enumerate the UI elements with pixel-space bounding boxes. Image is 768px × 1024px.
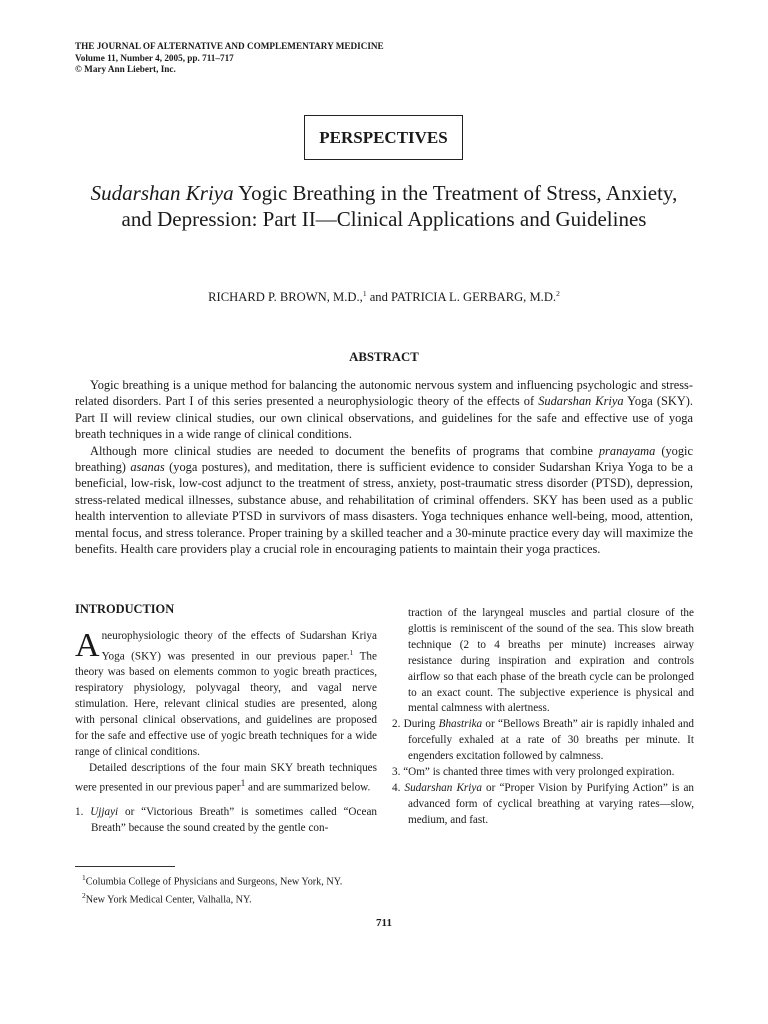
- author-1: RICHARD P. BROWN, M.D.,: [208, 290, 363, 305]
- abstract-p1-text-a: Yogic breathing is a unique method for balancing the autonomic nervous system and influencing psychologic and stress-related disorders. Part I of this series presented a neurophysiologic theory of the effects of: [75, 378, 693, 409]
- intro-p2-text-a: Detailed descriptions of the four main SKY breath techniques were presented in our previous paper: [75, 761, 377, 794]
- journal-name: THE JOURNAL OF ALTERNATIVE AND COMPLEMENTARY MEDICINE: [75, 41, 384, 51]
- footnote-2-text: New York Medical Center, Valhalla, NY.: [85, 894, 252, 906]
- footnotes: [75, 871, 342, 908]
- intro-paragraph-1: [75, 629, 377, 761]
- abstract-body: [75, 377, 693, 557]
- abstract-p2-italic-2: asanas: [130, 460, 165, 475]
- journal-volume: Volume 11, Number 4, 2005, pp. 711–717: [75, 52, 234, 63]
- abstract-paragraph-2: [75, 443, 693, 558]
- list-item-2-italic: Bhastrika: [438, 718, 483, 731]
- footnote-1: [75, 871, 342, 889]
- footnote-2: [75, 889, 342, 907]
- list-item-3: [392, 765, 694, 781]
- drop-cap: A: [75, 628, 100, 664]
- left-column: [75, 602, 377, 837]
- footnote-1-text: Columbia College of Physicians and Surgeons, New York, NY.: [85, 876, 343, 888]
- introduction-heading: INTRODUCTION: [75, 602, 175, 616]
- right-column: [392, 606, 694, 829]
- authors-and: and: [366, 290, 392, 305]
- list-item-3-text: “Om” is chanted three times with very prolonged expiration.: [403, 766, 675, 779]
- title-rest: Yogic Breathing in the Treatment of Stress, Anxiety, and Depression: Part II—Clinical Applications and Guidelines: [121, 181, 678, 231]
- page-number: 711: [376, 917, 392, 929]
- intro-p1-text-b: The theory was based on elements common to yogic breath practices, respiratory physiology, polyvagal theory, and vagal nerve stimulation. Here, relevant clinical studies are presented, along with personal clinical observations, and guidelines are proposed for the safe and effective use of yogic breath techniques for a wide range of clinical conditions.: [75, 650, 377, 758]
- list-item-2: [392, 717, 694, 765]
- list-item-1: [75, 805, 377, 837]
- abstract-p1-text-b: Yoga (SKY). Part II will review clinical studies, our own clinical observations, and guidelines for the safe and effective use of yoga breath techniques in a wide range of clinical conditions.: [75, 394, 693, 442]
- section-label-box: [304, 115, 463, 160]
- author-2-affiliation: 2: [556, 289, 560, 298]
- article-title: [90, 180, 678, 232]
- list-item-3-number: 3.: [392, 766, 404, 779]
- list-item-4: [392, 781, 694, 829]
- list-item-2-number: 2.: [392, 718, 404, 731]
- list-item-1-italic: Ujjayi: [90, 806, 119, 819]
- title-italic: Sudarshan Kriya: [90, 181, 234, 205]
- abstract-p2-text-b: (yogic breathing): [75, 443, 693, 475]
- abstract-p2-text-c: (yoga postures), and meditation, there is sufficient evidence to consider Sudarshan Kriya Yoga to be a beneficial, low-risk, low-cost adjunct to the treatment of stress, anxiety, post-traumatic stress disorder (PTSD), depression, stress-related medical illnesses, substance abuse, and rehabilitation of criminal offenders. SKY has been used as a public health intervention to alleviate PTSD in survivors of mass disasters. Yoga techniques enhance well-being, mood, attention, mental focus, and stress tolerance. Proper training by a skilled teacher and a 30-minute practice every day will maximize the benefits. Health care providers play a crucial role in encouraging patients to maintain their yoga practices.: [75, 460, 693, 557]
- footnote-2-marker: 2: [82, 891, 86, 901]
- journal-header: [75, 41, 384, 76]
- abstract-heading: ABSTRACT: [349, 350, 419, 364]
- abstract-paragraph-1: [75, 377, 693, 443]
- intro-p2-citation: 1: [240, 778, 246, 789]
- abstract-p2-text-a: Although more clinical studies are needed to document the benefits of programs that combine: [90, 443, 599, 458]
- author-2: PATRICIA L. GERBARG, M.D.: [391, 290, 557, 305]
- intro-p1-text-a: neurophysiologic theory of the effects of Sudarshan Kriya Yoga (SKY) was presented in our previous paper.: [101, 629, 377, 663]
- footnote-divider: [75, 866, 175, 867]
- list-item-4-italic: Sudarshan Kriya: [404, 781, 482, 794]
- list-item-1-number: 1.: [75, 806, 91, 819]
- abstract-p1-italic: Sudarshan Kriya: [538, 394, 624, 409]
- intro-paragraph-2: [75, 761, 377, 797]
- intro-p1-citation: 1: [349, 647, 354, 657]
- authors: [90, 289, 678, 305]
- journal-copyright: © Mary Ann Liebert, Inc.: [75, 64, 176, 74]
- list-item-4-text: or “Proper Vision by Purifying Action” is an advanced form of cyclical breathing at varying rates—slow, medium, and fast.: [408, 781, 695, 826]
- abstract-p2-italic-1: pranayama: [598, 443, 656, 458]
- list-item-2-text-a: During: [403, 718, 439, 731]
- list-item-2-text-b: or “Bellows Breath” air is rapidly inhaled and forcefully exhaled at a rate of 30 breaths per minute. It engenders excitation followed by calmness.: [408, 718, 695, 763]
- list-item-1-continued: traction of the laryngeal muscles and partial closure of the glottis is reminiscent of the sound of the sea. This slow breath technique (2 to 4 breaths per minute) increases airway resistance during inspiration and expiration and controls airflow so that each phase of the breath cycle can be prolonged to an exact count. The subjective experience is physical and mental calmness with alertness.: [408, 607, 694, 715]
- footnote-1-marker: 1: [82, 873, 86, 882]
- list-item-1-text: or “Victorious Breath” is sometimes called “Ocean Breath” because the sound created by the gentle con-: [91, 806, 378, 835]
- list-item-4-number: 4.: [392, 781, 405, 794]
- author-1-affiliation: 1: [362, 289, 367, 298]
- intro-p2-text-b: and are summarized below.: [245, 781, 371, 794]
- section-label: PERSPECTIVES: [319, 127, 448, 147]
